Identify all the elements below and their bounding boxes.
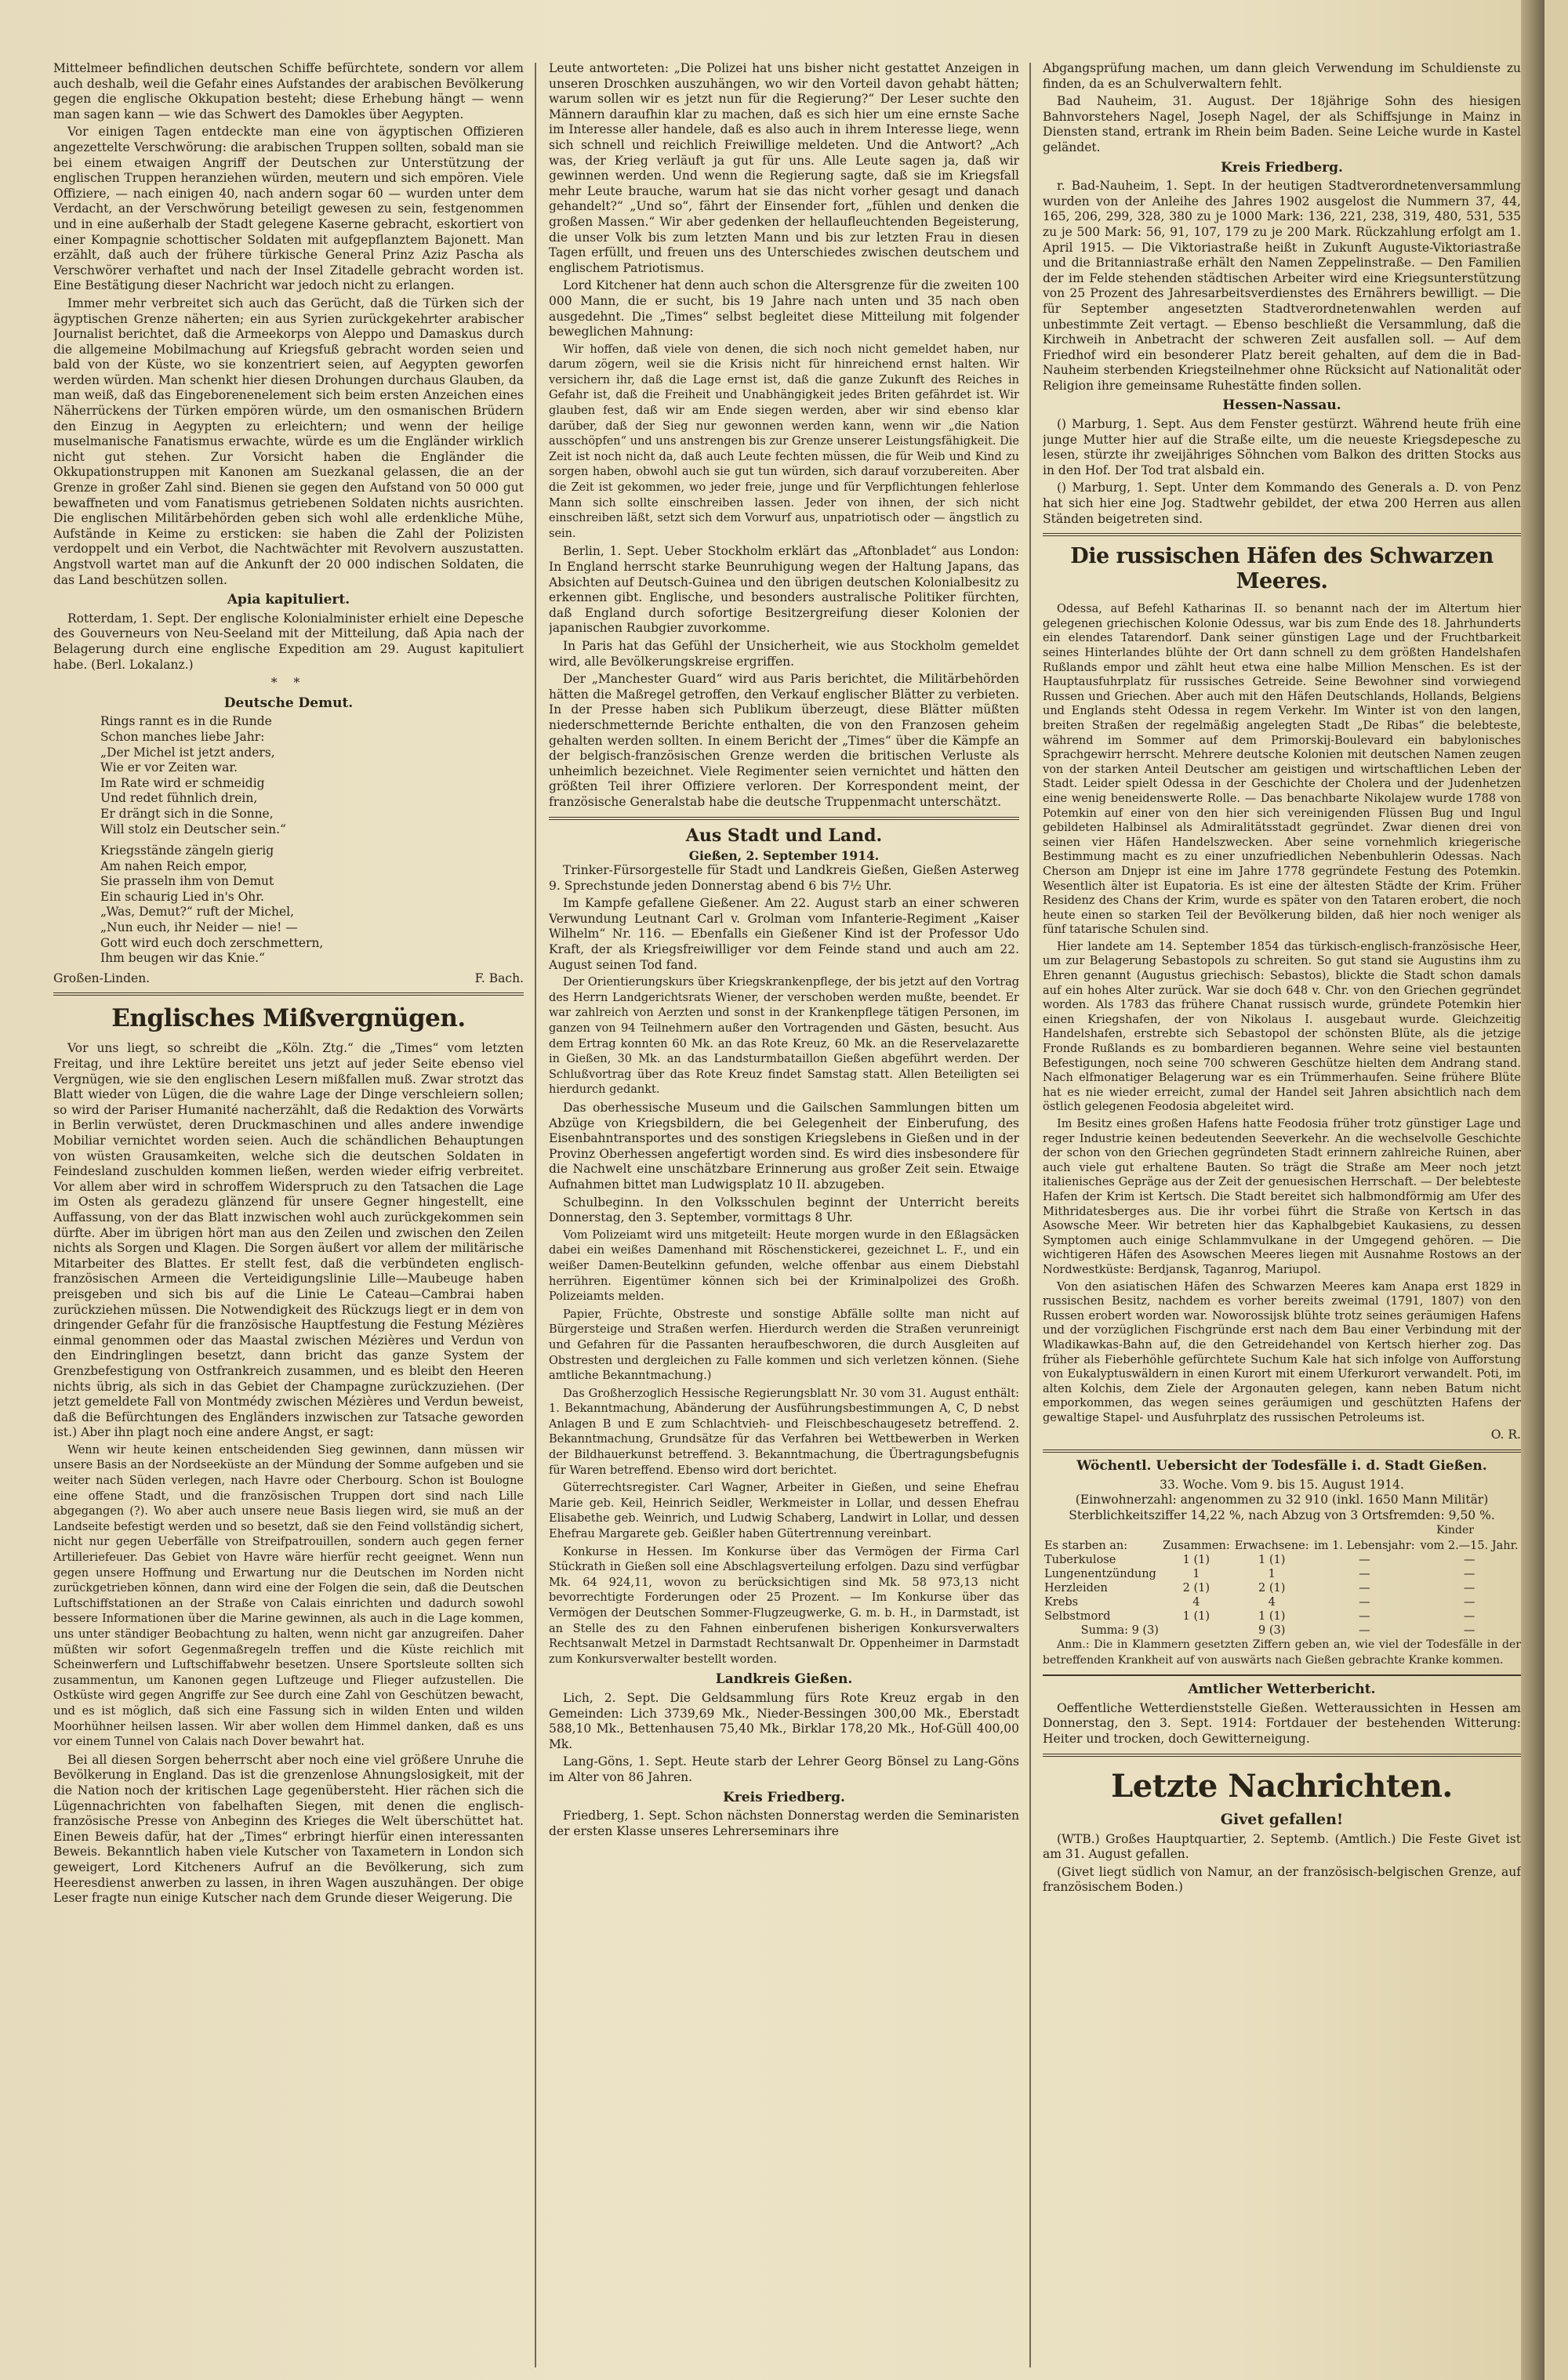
author-initials: O. R. — [1490, 1428, 1521, 1442]
divider — [549, 817, 1019, 820]
table-header-cell: im 1. Lebensjahr: — [1314, 1540, 1415, 1553]
headline-todesfaelle: Wöchentl. Uebersicht der Todesfälle i. d. Stadt Gießen. — [1076, 1458, 1487, 1475]
news-item: () Marburg, 1. Sept. Unter dem Kommando des Generals a. D. von Penz hat sich hier eine Jog. Stadtwehr gebildet, der etwa 200 Herren aus allen Ständen beigetreten sind. — [1043, 481, 1521, 526]
poem-line: Im Rate wird er schmeidig — [100, 775, 265, 790]
table-cell: 1 (1) — [1182, 1554, 1210, 1567]
headline-missvergnuegen: Englisches Mißvergnügen. — [111, 1004, 466, 1033]
news-item: Friedberg, 1. Sept. Schon nächsten Donnerstag werden die Seminaristen der ersten Klasse unseres Lehrerseminars ihre — [549, 1809, 1019, 1838]
news-item: Abgangsprüfung machen, um dann gleich Verwendung im Schuldienste zu finden, da es an Schulverwaltern fehlt. — [1043, 61, 1521, 91]
article-paragraph: Berlin, 1. Sept. Ueber Stockholm erklärt das „Aftonbladet“ aus London: In England herrscht starke Beunruhigung wegen der Haltung Japans, das Absichten auf Deutsch-Guinea und den übrigen deutschen Kolonialbesitz zu erkennen gibt. Englische, und besonders australische Politiker fürchten, daß England durch sofortige Besitzergreifung dieser Kolonien der japanischen Raubgier zuvorkomme. — [549, 544, 1019, 636]
table-cell: — — [1359, 1610, 1370, 1624]
news-item: Bad Nauheim, 31. August. Der 18jährige Sohn des hiesigen Bahnvorstehers Nagel, Joseph Nagel, der als Schiffsjunge in Mainz in Diensten stand, ertrank im Rhein beim Baden. Seine Leiche wurde in Kastel geländet. — [1043, 94, 1521, 154]
article-paragraph: Wenn wir heute keinen entscheidenden Sieg gewinnen, dann müssen wir unsere Basis an der Nordseeküste an der Mündung der Somme aufgeben und sie weiter nach Süden verlegen, nach Havre oder Cherbourg. Schon ist Boulogne eine offene Stadt, und die französischen Truppen dort sind nach Lille abgegangen (?). Wo aber auch unsere neue Basis liegen wird, sie muß an der Landseite befestigt werden und so besetzt, daß sie den Feind vollständig sichert, nicht nur gegen Ueberfälle von Streifpatrouillen, sondern auch gegen ferner Artilleriefeuer. Das Gebiet von Havre wäre hierfür recht geeignet. Wenn nun gegen unsere Hoffnung und Erwartung nur die Deutschen im Norden nicht zurückgetrieben können, dann wird eine der Folgen die sein, daß die Deutschen Luftschiffstationen an der Straße von Calais einrichten und dadurch sowohl bessere Informationen über die Marine gewinnen, als auch in die Lage kommen, uns unter ständiger Beobachtung zu halten, wenn nicht gar anzugreifen. Daher müßten wir sofort Gegenmaßregeln treffen und die Küste reichlich mit Scheinwerfern und Luftschiffabwehr besetzen. Unsere Sportsleute sollten sich zusammentun, um Kanonen gegen Luftzeuge und Flieger aufzustellen. Die Ostküste wird gegen Angriffe zur See durch eine Zahl von Geschützen bewacht, und es ist möglich, daß sich eine Fassung sich in wilden Enten und wilden Moorhühner heilsen lassen. Wir aber wollen dem Himmel danken, daß es uns vor einem Tunnel von Calais nach Dover bewahrt hat. — [53, 1443, 524, 1749]
table-cell: 4 — [1268, 1596, 1276, 1609]
news-item: Papier, Früchte, Obstreste und sonstige Abfälle sollte man nicht auf Bürgersteige und Straßen werfen. Hierdurch werden die Straßen verunreinigt und Gefahren für die Passanten heraufbeschworen, die durch Ausgleiten auf Obstresten und dergleichen zu Falle kommen und sich verletzen können. (Siehe amtliche Bekanntmachung.) — [549, 1308, 1019, 1383]
table-cell: — — [1359, 1582, 1370, 1595]
table-row — [1043, 1609, 1521, 1624]
headline-hessen-nassau: Hessen-Nassau. — [1222, 397, 1341, 414]
poem-line: Ihm beugen wir das Knie.“ — [100, 951, 265, 966]
table-cell: Lungenentzündung — [1044, 1568, 1156, 1581]
article-paragraph: Mittelmeer befindlichen deutschen Schiffe befürchtete, sondern vor allem auch deshalb, weil die Gefahr eines Aufstandes der arabischen Bevölkerung gegen die englische Okkupation besteht; diese Erhebung hängt — wenn man sagen kann — wie das Schwert des Damokles über Aegypten. — [53, 61, 524, 122]
poem-line: Rings rannt es in die Runde — [100, 714, 272, 729]
news-item: Vom Polizeiamt wird uns mitgeteilt: Heute morgen wurde in den Eßlagsäcken dabei ein weißes Damenhand mit Röschenstickerei, gezeichnet L. F., und ein weißer Damen-Beutelkinn gefunden, welche offenbar aus einem Diebstahl herrühren. Eigentümer können sich bei der Kriminalpolizei des Großh. Polizeiamts melden. — [549, 1228, 1019, 1304]
article-paragraph: Von den asiatischen Häfen des Schwarzen Meeres kam Anapa erst 1829 in russischen Besitz, nachdem es vorher bereits zweimal (1791, 1807) von den Russen erobert worden war. Noworossijsk blühte trotz seines geräumigen Hafens und der vorzüglichen Fischgründe erst nach dem Bau einer Verbindung mit der Wladikawkas-Bahn auf, die den Getreidehandel von Kertsch hierher zog. Das früher als Fieberhöhle gefürchtete Suchum Kale hat sich infolge von Aufforstung von Eukalyptuswäldern in einen Kurort mit einem Uferkurort verwandelt. Poti, im alten Kolchis, dem Ziele der Argonauten gelegen, kann neben Batum nicht emporkommen, das wegen seines geräumigen und geschützten Hafens der gewaltige Stapel- und Ausfuhrplatz des russischen Petroleums ist. — [1043, 1280, 1521, 1424]
poem-line: „Was, Demut?“ ruft der Michel, — [100, 905, 295, 920]
table-row — [1043, 1581, 1521, 1595]
article-paragraph: Bei all diesen Sorgen beherrscht aber noch eine viel größere Unruhe die Bevölkerung in England. Das ist die grenzenlose Ahnungslosigkeit, mit der die Nation noch der kritischen Lage gegenübersteht. Hier rächen sich die Lügennachrichten von fabelhaften Siegen, mit denen die englisch-französische Presse von Anbeginn des Krieges die Welt überschüttet hat. Einen Beweis dafür, hat der „Times“ erbringt hierfür einen interessanten Beweis. Bekanntlich haben viele Kutscher von Taxametern in London sich geweigert, Lord Kitcheners Aufruf an die Bevölkerung, sich zum Heeresdienst anwerben zu lassen, in ihren Wagen auszuhängen. Der obige Leser fragte nun einige Kutscher nach dem Grunde dieser Weigerung. Die — [53, 1752, 524, 1906]
poem-line: Ein schaurig Lied in's Ohr. — [100, 889, 264, 904]
table-cell: 4 — [1192, 1596, 1200, 1609]
news-item: Trinker-Fürsorgestelle für Stadt und Landkreis Gießen, Gießen Asterweg 9. Sprechstunde jeden Donnerstag abend 6 bis 7½ Uhr. — [549, 863, 1019, 893]
dateline: Gießen, 2. September 1914. — [688, 847, 880, 863]
stat-population: (Einwohnerzahl: angenommen zu 32 910 (inkl. 1650 Mann Militär) — [1075, 1493, 1489, 1507]
column-2 — [549, 61, 1019, 2374]
table-header-cell: Erwachsene: — [1234, 1540, 1309, 1553]
divider — [53, 992, 524, 996]
news-item: () Marburg, 1. Sept. Aus dem Fenster gestürzt. Während heute früh eine junge Mutter hier auf die Straße eilte, um die neueste Kriegsdepesche zu lesen, stürzte ihr zweijähriges Söhnchen vom Balkon des dritten Stocks aus in den Hof. Der Tod trat alsbald ein. — [1043, 417, 1521, 477]
headline-stadt-land: Aus Stadt und Land. — [685, 825, 883, 846]
table-cell: 1 — [1268, 1568, 1276, 1581]
stat-note: Anm.: Die in Klammern gesetzten Ziffern geben an, wie viel der Todesfälle in der betreffenden Krankheit auf von auswärts nach Gießen gebrachte Kranke kommen. — [1043, 1638, 1521, 1667]
signature-name: F. Bach. — [474, 971, 524, 985]
table-cell: — — [1463, 1624, 1475, 1638]
article-paragraph: Odessa, auf Befehl Katharinas II. so benannt nach der im Altertum hier gelegenen griechischen Kolonie Odessus, war bis zum Ende des 18. Jahrhunderts ein elendes Tatarendorf. Dank seiner günstigen Lage und der Fruchtbarkeit seines Hinterlandes blühte der Ort dann schnell zu dem größten Handelshafen Rußlands empor und zählt heut etwa eine halbe Million Menschen. Es ist der Hauptausfuhrplatz für russisches Getreide. Seine Bewohner sind vorwiegend Russen und Griechen. Aber auch mit den Häfen Deutschlands, Hollands, Belgiens und Englands steht Odessa in regem Verkehr. Im Winter ist von den langen, breiten Straßen der regelmäßig angelegten Stadt „De Ribas“ die belebteste, während im Sommer auf dem Primorskij-Boulevard ein babylonisches Sprachgewirr herrscht. Mehrere deutsche Kolonien mit deutschen Namen zeugen von der starken Anteil Deutscher am geistigen und wirtschaftlichen Leben der Stadt. Leider spielt Odessa in der Geschichte der Cholera und der Judenhetzen eine wenig beneidenswerte Rolle. — Das benachbarte Nikolajew wurde 1788 von Potemkin auf einer von den hier sich vereinigenden Flüssen Bug und Ingul gebildeten Halbinsel als Admiralitätsstadt gegründet. Zwar dienen drei von seinen vier Häfen Handelszwecken. Aber seine vornehmlich kriegerische Bestimmung macht es zu einer unzufriedlichen Nebenbuhlerin Odessas. Nach Cherson am Dnjepr ist eine im Jahre 1778 gegründete Festung des Potemkin. Wesentlich älter ist Eupatoria. Es ist eine der ältesten Städte der Krim. Früher Residenz des Chans der Krim, wurde es später von den Tataren erobert, die noch heute einen so starken Teil der Bevölkerung bilden, daß hier noch weniger als fünf tatarische Schulen sind. — [1043, 603, 1521, 937]
signature-place: Großen-Linden. — [53, 971, 151, 985]
news-item: Das Großherzoglich Hessische Regierungsblatt Nr. 30 vom 31. August enthält: 1. Bekanntmachung, Abänderung der Ausführungsbestimmungen A, C, D nebst Anlagen B und E zum Schlachtvieh- und Fleischbeschaugesetz betreffend. 2. Bekanntmachung, Grundsätze für das Verfahren bei Wettbewerben in Werken der Bildhauerkunst betreffend. 3. Bekanntmachung, die Übertragungsbefugnis für Waren betreffend. Ebenso wird dort berichtet. — [549, 1387, 1019, 1477]
article-paragraph: Der „Manchester Guard“ wird aus Paris berichtet, die Militärbehörden hätten die Maßregel getroffen, den Verkauf englischer Blätter zu verbieten. In der Presse haben sich Publikum überzeugt, diese Blätter müßten niederschmetternde Berichte enthalten, die von den Franzosen geheim gehalten werden sollten. In einem Bericht der „Times“ über die Kämpfe an der belgisch-französischen Grenze werden die britischen Verluste als unheimlich bezeichnet. Viele Regimenter seien vernichtet und hätten den größten Teil ihrer Offiziere verloren. Der Korrespondent meint, der französische Generalstab habe die deutsche Truppenmacht unterschätzt. — [549, 672, 1019, 809]
table-cell: — — [1463, 1582, 1475, 1595]
table-cell: — — [1359, 1624, 1370, 1638]
article-paragraph: Leute antworteten: „Die Polizei hat uns bisher nicht gestattet Anzeigen in unseren Droschken auszuhängen, wo wir den Vorteil davon gehabt hätten; warum sollen wir es jetzt nun für die Regierung?“ Der Leser suchte den Männern daraufhin klar zu machen, daß es sich hier um eine ernste Sache im Interesse aller handele, daß es also auch in ihrem Interesse liege, wenn sich schnell und reichlich Freiwillige meldeten. Und die Antwort? „Ach was, der Krieg verläuft ja gut für uns. Alle Leute sagen ja, daß wir gewinnen werden. Und wenn die Regierung sagte, daß sie im Kriegsfall mehr Leute brauche, warum hat sie das nicht vorher gesagt und danach gehandelt?“ „Und so“, fährt der Einsender fort, „fühlen und denken die großen Massen.“ Wir aber gedenken der hellaufleuchtenden Begeisterung, die unser Volk bis zum letzten Mann und bis zur letzten Frau in diesen Tagen erfüllt, und freuen uns des Unterschiedes zwischen deutschem und englischem Patriotismus. — [549, 61, 1019, 275]
poem-line: Schon manches liebe Jahr: — [100, 729, 265, 744]
headline-friedberg: Kreis Friedberg. — [723, 1789, 845, 1805]
table-row — [1043, 1553, 1521, 1567]
poem-signature — [53, 971, 524, 987]
table-cell — [1160, 1624, 1232, 1638]
column-3 — [1043, 61, 1521, 2374]
table-cell: — — [1463, 1610, 1475, 1624]
news-item: Konkurse in Hessen. Im Konkurse über das Vermögen der Firma Carl Stückrath in Gießen soll eine Abschlagsverteilung erfolgen. Dazu sind verfügbar Mk. 64 924,11, wovon zu berücksichtigen sind Mk. 58 973,13 nicht bevorrechtigte Forderungen oder 25 Prozent. — Im Konkurse über das Vermögen der Deutschen Sommer-Flugzeugwerke, G. m. b. H., in Darmstadt, ist an Stelle des zu den Fahnen einberufenen bisherigen Konkursverwalters Rechtsanwalt Metzel in Darmstadt Rechtsanwalt Dr. Oppenheimer in Darmstadt zum Konkursverwalter bestellt worden. — [549, 1545, 1019, 1666]
table-cell: 1 (1) — [1258, 1610, 1286, 1624]
table-group-label: Kinder — [1436, 1524, 1474, 1537]
article-paragraph: Vor uns liegt, so schreibt die „Köln. Ztg.“ die „Times“ vom letzten Freitag, und ihre Lektüre bereitet uns jetzt auf jeder Seite ebenso viel Vergnügen, wie sie den englischen Lesern mißfallen muß. Zwar strotzt das Blatt wieder von Lügen, die die wahre Lage der Dinge verschleiern sollen; so wird der Pariser Humanité nacherzählt, daß die Redaktion des Vorwärts in Berlin verwüstet, deren Druckmaschinen und alles andere inwendige Mobiliar vernichtet worden seien. Auch die schändlichen Behauptungen von wüsten Grausamkeiten, welche sich die deutschen Soldaten in Feindesland zuschulden kommen ließen, werden wieder eifrig verbreitet. Vor allem aber wird in schroffem Widerspruch zu den Tatsachen die Lage im Osten als geradezu glänzend für unsere Gegner hingestellt, eine Auffassung, von der das Blatt inzwischen wohl auch zurückgekommen sein dürfte. Aber im übrigen hört man aus den Zeilen und zwischen den Zeilen nichts als Sorgen und Klagen. Die Sorgen äußert vor allem der militärische Mitarbeiter des Blattes. Er stellt fest, daß die verbündeten englisch-französischen Armeen die Verteidigungslinie Lille—Maubeuge haben preisgeben und sich bis auf die Linie Le Cateau—Cambrai haben zurückziehen müssen. Die Notwendigkeit des Rückzugs liegt er in dem von dringender Gefahr für die französische Hauptfestung die Festung Mézières einmal genommen oder das Maastal zwischen Mézières und Verdun von den Eindringlingen besetzt, dann bricht das ganze System der Grenzbefestigung von Ostfrankreich zusammen, und es bleibt den Heeren nichts übrig, als sich in das Gebiet der Champagne zurückzuziehen. (Der jetzt gemeldete Fall von Montmédy zwischen Mézières und Verdun beweist, daß die Befürchtungen des Engländers inzwischen zur Tatsache geworden ist.) Aber ihn plagt noch eine andere Angst, er sagt: — [53, 1041, 524, 1440]
headline-wetter: Amtlicher Wetterbericht. — [1188, 1682, 1376, 1698]
table-cell: Summa: 9 (3) — [1080, 1624, 1159, 1638]
news-item: r. Bad-Nauheim, 1. Sept. In der heutigen Stadtverordnetenversammlung wurden von der Anleihe des Jahres 1902 ausgelost die Nummern 37, 44, 165, 206, 299, 328, 380 zu je 1000 Mark: 136, 221, 238, 319, 480, 531, 535 zu je 500 Mark: 56, 91, 107, 179 zu je 200 Mark. Rückzahlung erfolgt am 1. April 1915. — Die Viktoriastraße heißt in Zukunft Auguste-Viktoriastraße und die Britanniastraße erhält den Namen Zeppelinstraße. — Den Familien der im Felde stehenden städtischen Arbeiter wird eine Kriegsunterstützung von 25 Prozent des Jahresarbeitsverdienstes des Ernährers bewilligt. — Die für September angesetzten Stadtverordnetenwahlen werden auf unbestimmte Zeit vertagt. — Ebenso beschließt die Versammlung, daß die Kirchweih in Anbetracht der schweren Zeit ausfallen soll. — Auf dem Friedhof wird ein besonderer Platz bereit gehalten, auf dem die in Bad-Nauheim sterbenden Kriegsteilnehmer ohne Rücksicht auf Nationalität oder Religion ihre gemeinsame Ruhestätte finden sollen. — [1043, 179, 1521, 393]
poem-line: Er drängt sich in die Sonne, — [100, 806, 274, 821]
stat-week: 33. Woche. Vom 9. bis 15. August 1914. — [1160, 1477, 1404, 1492]
table-cell: Krebs — [1044, 1596, 1079, 1609]
poem-line: Und redet fühnlich drein, — [100, 791, 258, 806]
news-item: (Givet liegt südlich von Namur, an der französisch-belgischen Grenze, auf französischem Boden.) — [1043, 1864, 1521, 1895]
news-item: (WTB.) Großes Hauptquartier, 2. Septemb. (Amtlich.) Die Feste Givet ist am 31. August gefallen. — [1043, 1831, 1521, 1862]
headline-apia: Apia kapituliert. — [227, 592, 350, 608]
poem-line: Sie prasseln ihm von Demut — [100, 874, 274, 889]
news-item: Schulbeginn. In den Volksschulen beginnt der Unterricht bereits Donnerstag, den 3. September, vormittags 8 Uhr. — [549, 1195, 1019, 1225]
news-item: Lich, 2. Sept. Die Geldsammlung fürs Rote Kreuz ergab in den Gemeinden: Lich 3739,69 Mk., Nieder-Bessingen 300,00 Mk., Eberstadt 588,10 Mk., Bettenhausen 75,40 Mk., Birklar 178,20 Mk., Hof-Güll 400,00 Mk. — [549, 1690, 1019, 1751]
table-header-cell: vom 2.—15. Jahr. — [1420, 1540, 1519, 1553]
poem-line: „Der Michel ist jetzt anders, — [100, 745, 275, 760]
poem-stanza — [53, 714, 524, 837]
column-rule — [1029, 63, 1031, 2367]
poem-line: „Nun euch, ihr Neider — nie! — — [100, 920, 298, 935]
divider — [1043, 1449, 1521, 1453]
table-cell: 1 (1) — [1182, 1610, 1210, 1624]
table-cell: — — [1463, 1554, 1475, 1567]
poem-line: Kriegsstände zängeln gierig — [100, 844, 274, 858]
poem-line: Gott wird euch doch zerschmettern, — [100, 935, 324, 950]
table-row — [1043, 1567, 1521, 1581]
news-item: Der Orientierungskurs über Kriegskrankenpflege, der bis jetzt auf den Vortrag des Herrn Landgerichtsrats Wiener, der verschoben werden mußte, beendet. Er war zahlreich von Aerzten und sonst in der Krankenpflege tätigen Personen, im ganzen von 94 Teilnehmern außer den Vortragenden und Gästen, besucht. Aus dem Ertrag konnten 60 Mk. an das Rote Kreuz, 60 Mk. an die Reservelazarette in Gießen, 30 Mk. an das Landsturmbataillon Gießen abgeführt werden. Der Schlußvortrag über das Rote Kreuz findet Samstag statt. Allen Beteiligten sei hierdurch gedankt. — [549, 976, 1019, 1097]
headline-givet: Givet gefallen! — [1220, 1810, 1344, 1828]
news-item: Das oberhessische Museum und die Gailschen Sammlungen bitten um Abzüge von Kriegsbildern, die bei Gelegenheit der Einberufung, des Eisenbahntransportes und des sonstigen Kriegslebens in Gießen und in der Provinz Oberhessen angefertigt worden sind. Es wird dies insbesondere für die Nachwelt eine unschätzbare Erinnerung aus großer Zeit sein. Etwaige Aufnahmen bittet man Ludwigsplatz 10 II. abzugeben. — [549, 1101, 1019, 1192]
table-cell: 1 (1) — [1258, 1554, 1286, 1567]
table-header-cell: Es starben an: — [1044, 1540, 1128, 1553]
table-cell: — — [1359, 1596, 1370, 1609]
article-paragraph: Immer mehr verbreitet sich auch das Gerücht, daß die Türken sich der ägyptischen Grenze näherten; ein aus Syrien zurückgekehrter arabischer Journalist berichtet, daß die Armeekorps von Aleppo und Damaskus durch die allgemeine Mobilmachung auf Kriegsfuß gebracht worden seien und bald von der Küste, wo sie konzentriert seien, auf Aegypten geworfen werden würden. Man schenkt hier diesen Drohungen durchaus Glauben, da man weiß, daß das Eingeborenenelement sich beim ersten Anzeichen eines Näherrückens der Türken empören würde, um den osmanischen Brüdern den Einzug in Aegypten zu erleichtern; und wenn der heilige muselmanische Fanatismus erwachte, würde es um die Engländer wirklich nicht gut stehen. Zur Vorsicht haben die Engländer die Okkupationstruppen mit Kanonen am Suezkanal gelassen, die an der Grenze in großer Zahl sind. Bienen sie gegen den Aufstand von 50 000 gut bewaffneten und vom Fanatismus getriebenen Soldaten nichts ausrichten. Die englischen Militärbehörden geben sich wohl alle erdenkliche Mühe, Aufstände in Keime zu ersticken: sie haben die Zahl der Polizisten verdoppelt und ein Verbot, die Nachtwächter mit Revolvern auszustatten. Angstvoll wartet man auf die Ankunft der 20 000 indischen Soldaten, die das Land beschützen sollen. — [53, 296, 524, 587]
article-paragraph: Lord Kitchener hat denn auch schon die Altersgrenze für die zweiten 100 000 Mann, die er sucht, bis 19 Jahre nach unten und 35 nach oben ausgedehnt. Die „Times“ selbst begleitet diese Mitteilung mit folgender beweglichen Mahnung: — [549, 278, 1019, 339]
article-paragraph: Rotterdam, 1. Sept. Der englische Kolonialminister erhielt eine Depesche des Gouverneurs von Neu-Seeland mit der Mitteilung, daß Apia nach der Belagerung durch eine englische Expedition am 29. August kapituliert habe. (Berl. Lokalanz.) — [53, 611, 524, 672]
divider — [1043, 533, 1521, 536]
poem-line: Will stolz ein Deutscher sein.“ — [100, 822, 286, 836]
table-cell: Herzleiden — [1044, 1582, 1108, 1595]
weather-report: Oeffentliche Wetterdienststelle Gießen. Wetteraussichten in Hessen am Donnerstag, den 3. Sept. 1914: Fortdauer der bestehenden Witterung: Heiter und trocken, doch Gewitterneigung. — [1043, 1700, 1521, 1746]
article-paragraph: Wir hoffen, daß viele von denen, die sich noch nicht gemeldet haben, nur darum zögern, weil sie die Krisis nicht für hinreichend ernst halten. Wir versichern ihr, daß die Lage ernst ist, daß die ganze Zukunft des Reiches in Gefahr ist, daß die Freiheit und Unabhängigkeit jedes Briten gefährdet ist. Wir glauben fest, daß wir am Ende siegen werden, aber wir sind ebenso klar darüber, daß der Sieg nur gewonnen werden kann, wenn wir „die Nation ausschöpfen“ und uns anstrengen bis zur Grenze unserer Leistungsfähigkeit. Die Zeit ist noch nicht da, daß auch Leute fechten müssen, die für Weib und Kind zu sorgen haben, obwohl auch sie gut tun würden, sich darauf vorzubereiten. Aber die Zeit ist gekommen, wo jeder freie, junge und für Verpflichtungen fehlerlose Mann sich sollte einschreiben lassen. Jeder von ihnen, der sich nicht einschreiben läßt, setzt sich dem Vorwurf aus, unpatriotisch oder — ängstlich zu sein. — [549, 343, 1019, 540]
headline-landkreis: Landkreis Gießen. — [715, 1671, 853, 1688]
news-item: Güterrechtsregister. Carl Wagner, Arbeiter in Gießen, und seine Ehefrau Marie geb. Keil, Heinrich Seidler, Werkmeister in Lollar, und dessen Ehefrau Elisabethe geb. Weinrich, und Ludwig Schaberg, Landwirt in Lollar, und dessen Ehefrau Margarete geb. Geißler haben Gütertrennung vereinbart. — [549, 1482, 1019, 1541]
headline-kreis-friedberg: Kreis Friedberg. — [1221, 159, 1343, 176]
page-edge — [1521, 0, 1544, 2380]
table-cell: 2 (1) — [1182, 1582, 1210, 1595]
poem-stanza — [53, 844, 524, 967]
table-cell: — — [1463, 1568, 1475, 1581]
article-paragraph: Hier landete am 14. September 1854 das türkisch-englisch-französische Heer, um zur Belagerung Sebastopols zu schreiten. So gut stand sie Augustins ihm zu Ehren genannt (Augustus griechisch: Sebastos), blickte die Stadt schon damals auf ein hohes Alter zurück. War sie doch 648 v. Chr. von den Griechen gegründet worden. Als 1783 das frühere Chanat russisch wurde, gründete Potemkin hier einen Kriegshafen, der von Nikolaus I. ausgebaut wurde. Gleichzeitig Handelshafen, erstrebte sich Sebastopol der schönsten Blüte, als die jetzige Fronde Rußlands es zu bombardieren begannen. Wehre seine viel bestaunten Befestigungen, noch seine 700 schweren Geschütze hielten dem Andrang stand. Nach elfmonatiger Belagerung war es ein Trümmerhaufen. Seine frühere Blüte hat es nie wieder erreicht, zumal der Handel seit Jahren absichtlich nach dem östlich gelegenen Feodosia abgeleitet wird. — [1043, 940, 1521, 1114]
table-header-row — [1043, 1539, 1521, 1553]
table-header-cell: Zusammen: — [1162, 1540, 1230, 1553]
table-cell: — — [1359, 1554, 1370, 1567]
headline-letzte-nachrichten: Letzte Nachrichten. — [1111, 1767, 1453, 1805]
headline-russische-haefen: Die russischen Häfen des Schwarzen Meeres. — [1070, 544, 1494, 594]
column-rule — [535, 63, 536, 2367]
headline-demut: Deutsche Demut. — [223, 695, 354, 711]
table-cell: — — [1359, 1568, 1370, 1581]
death-statistics-table — [1043, 1539, 1521, 1638]
divider — [1043, 1754, 1521, 1757]
article-paragraph: Im Besitz eines großen Hafens hatte Feodosia früher trotz günstiger Lage und reger Industrie keinen bedeutenden Seeverkehr. An die wechselvolle Geschichte der schon von den Griechen gegründeten Stadt erinnern zahlreiche Ruinen, aber auch viele gut erhaltene Bauten. So trägt die Straße am Meer noch jetzt italienisches Gepräge aus der Zeit der genuesischen Herrschaft. — Der belebteste Hafen der Krim ist Kertsch. Die Stadt bereitet sich halbmondförmig am Ufer des Mithridatesberges aus. Die ihr vorbei führt die Straße von Kertsch in das Asowsche Meer. Wir betreten hier das Kaphalbgebiet Kaukasiens, zu dessen Symptomen auch einige Schlammvulkane in der Umgegend gehören. — Die wichtigeren Häfen des Asowschen Meeres liegen mit Ausnahme Rostows an der Nordwestküste: Berdjansk, Taganrog, Mariupol. — [1043, 1118, 1521, 1276]
news-item: Lang-Göns, 1. Sept. Heute starb der Lehrer Georg Bönsel zu Lang-Göns im Alter von 86 Jahren. — [549, 1754, 1019, 1784]
divider — [1043, 1674, 1521, 1676]
stat-mortality: Sterblichkeitsziffer 14,22 %, nach Abzug von 3 Ortsfremden: 9,50 %. — [1069, 1507, 1495, 1522]
table-row — [1043, 1595, 1521, 1609]
table-cell: Selbstmord — [1044, 1610, 1111, 1624]
table-cell: 2 (1) — [1258, 1582, 1286, 1595]
table-sum-row — [1043, 1624, 1521, 1638]
stars-divider: * * — [270, 676, 307, 691]
table-cell: 9 (3) — [1258, 1624, 1286, 1638]
article-paragraph: In Paris hat das Gefühl der Unsicherheit, wie aus Stockholm gemeldet wird, alle Bevölkerungskreise ergriffen. — [549, 638, 1019, 669]
table-cell: Tuberkulose — [1044, 1554, 1116, 1567]
news-item: Im Kampfe gefallene Gießener. Am 22. August starb an einer schweren Verwundung Leutnant Carl v. Grolman vom Infanterie-Regiment „Kaiser Wilhelm“ Nr. 116. — Ebenfalls ein Gießener Kind ist der Professor Udo Kraft, der als Kriegsfreiwilliger vor dem Feinde stand und auch am 22. August seinen Tod fand. — [549, 896, 1019, 972]
table-cell: — — [1463, 1596, 1475, 1609]
poem-line: Am nahen Reich empor, — [100, 858, 248, 873]
article-paragraph: Vor einigen Tagen entdeckte man eine von ägyptischen Offizieren angezettelte Verschwörung: die arabischen Truppen sollten, sobald man sie bei einem etwaigen Angriff der Deutschen zur Unterstützung der englischen Truppen heranziehen würden, meutern und sich empören. Viele Offiziere, — nach einigen 40, nach andern sogar 60 — wurden unter dem Verdacht, an der Verschwörung beteiligt gewesen zu sein, festgenommen und in eine außerhalb der Stadt gelegene Kaserne gebracht, eskortiert von einer Kompagnie schottischer Soldaten mit aufgepflanztem Bajonett. Man erzählt, daß auch der frühere türkische General Prinz Aziz Pascha als Verschwörer verhaftet und nach der Insel Zitadelle gebracht worden ist. Eine Bestätigung dieser Nachricht war jedoch nicht zu erlangen. — [53, 125, 524, 293]
table-cell: 1 — [1192, 1568, 1200, 1581]
column-1 — [53, 61, 524, 2374]
poem-line: Wie er vor Zeiten war. — [100, 760, 238, 775]
